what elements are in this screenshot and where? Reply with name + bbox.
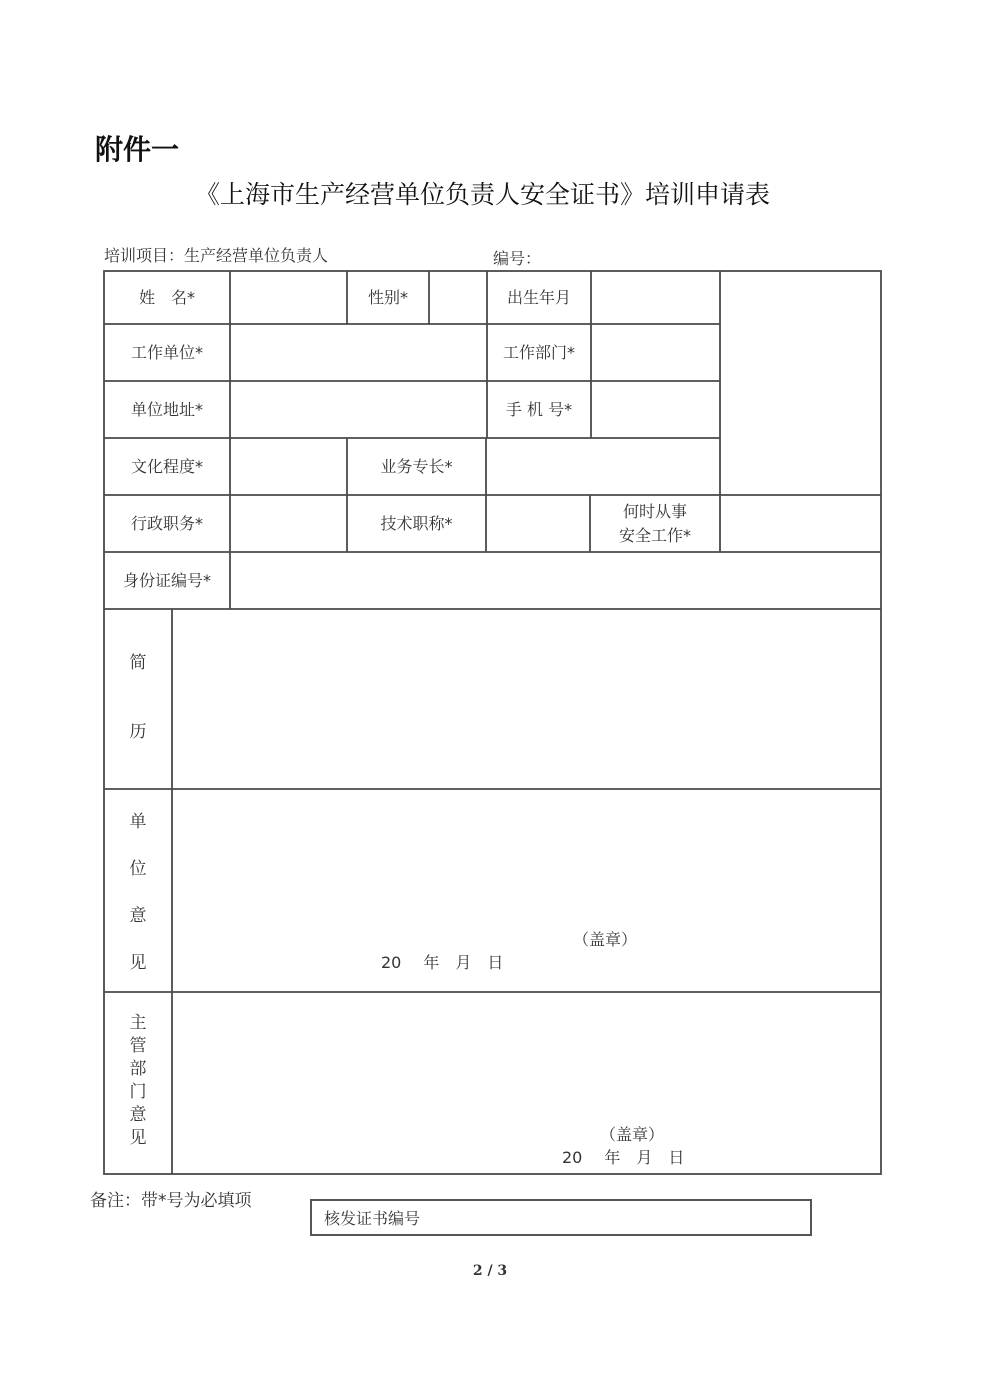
unit-address-label: 单位地址* — [130, 399, 203, 419]
authority-opinion-char: 部 — [129, 1059, 147, 1079]
tech-title-label: 技术职称* — [380, 513, 453, 533]
form-number-label: 编号： — [493, 249, 542, 268]
cert-number-label: 核发证书编号 — [324, 1209, 421, 1228]
education-field[interactable] — [230, 438, 347, 495]
department-field[interactable] — [591, 324, 720, 381]
safety-since-field[interactable] — [720, 495, 881, 552]
id-number-label: 身份证编号* — [122, 570, 211, 590]
name-field[interactable] — [230, 271, 347, 324]
safety-since-label — [590, 495, 720, 552]
id-number-field[interactable] — [230, 552, 881, 609]
authority-opinion-char: 意 — [129, 1105, 147, 1125]
resume-char: 历 — [129, 722, 147, 742]
attachment-label: 附件一 — [95, 133, 180, 166]
gender-field[interactable] — [429, 271, 487, 324]
unit-date-day: 日 — [487, 953, 504, 972]
unit-opinion-field[interactable] — [172, 789, 881, 992]
unit-date-year: 年 — [423, 953, 440, 972]
tech-title-field[interactable] — [486, 495, 590, 552]
unit-date-month: 月 — [455, 953, 472, 972]
safety-since-line2: 安全工作* — [618, 525, 691, 545]
birth-field[interactable] — [591, 271, 720, 324]
unit-address-field[interactable] — [230, 381, 487, 438]
authority-opinion-char: 门 — [129, 1082, 147, 1102]
admin-position-field[interactable] — [230, 495, 347, 552]
authority-opinion-label — [104, 1013, 172, 1149]
authority-opinion-field[interactable] — [172, 992, 881, 1174]
work-unit-field[interactable] — [230, 324, 487, 381]
resume-field[interactable] — [172, 609, 881, 789]
safety-since-line1: 何时从事 — [622, 501, 687, 521]
gender-label: 性别* — [367, 287, 408, 307]
authority-date-year: 年 — [604, 1148, 621, 1167]
authority-opinion-char: 见 — [129, 1128, 147, 1148]
work-unit-label: 工作单位* — [130, 342, 203, 362]
unit-opinion-char: 单 — [129, 812, 147, 832]
page-number: 2 / 3 — [472, 1263, 508, 1279]
birth-label: 出生年月 — [506, 287, 571, 307]
unit-opinion-char: 见 — [129, 953, 147, 973]
specialty-field[interactable] — [486, 438, 720, 495]
unit-opinion-char: 意 — [129, 906, 147, 926]
authority-seal: （盖章） — [600, 1125, 665, 1144]
required-note: 备注：带*号为必填项 — [90, 1191, 252, 1211]
project-value: 生产经营单位负责人 — [184, 246, 329, 265]
resume-label — [104, 648, 172, 742]
unit-opinion-label — [104, 807, 172, 973]
unit-seal: （盖章） — [573, 930, 638, 949]
department-label: 工作部门* — [502, 342, 575, 362]
mobile-label: 手 机 号* — [505, 399, 573, 419]
specialty-label: 业务专长* — [380, 456, 453, 476]
resume-char: 简 — [129, 653, 147, 673]
form-title: 《上海市生产经营单位负责人安全证书》培训申请表 — [195, 180, 771, 209]
unit-date-year-prefix: 20 — [381, 953, 402, 972]
photo-area[interactable] — [720, 271, 881, 495]
authority-date-month: 月 — [636, 1148, 653, 1167]
admin-position-label: 行政职务* — [130, 513, 203, 533]
name-label: 姓 名* — [138, 287, 195, 307]
cert-number-box[interactable] — [310, 1199, 812, 1236]
mobile-field[interactable] — [591, 381, 720, 438]
unit-date — [381, 950, 503, 973]
project-label: 培训项目： — [104, 246, 185, 265]
authority-date-day: 日 — [668, 1148, 685, 1167]
education-label: 文化程度* — [130, 456, 203, 476]
authority-opinion-char: 管 — [129, 1036, 147, 1056]
authority-date — [562, 1145, 684, 1168]
unit-opinion-char: 位 — [129, 859, 147, 879]
authority-opinion-char: 主 — [129, 1013, 147, 1033]
authority-date-year-prefix: 20 — [562, 1148, 583, 1167]
